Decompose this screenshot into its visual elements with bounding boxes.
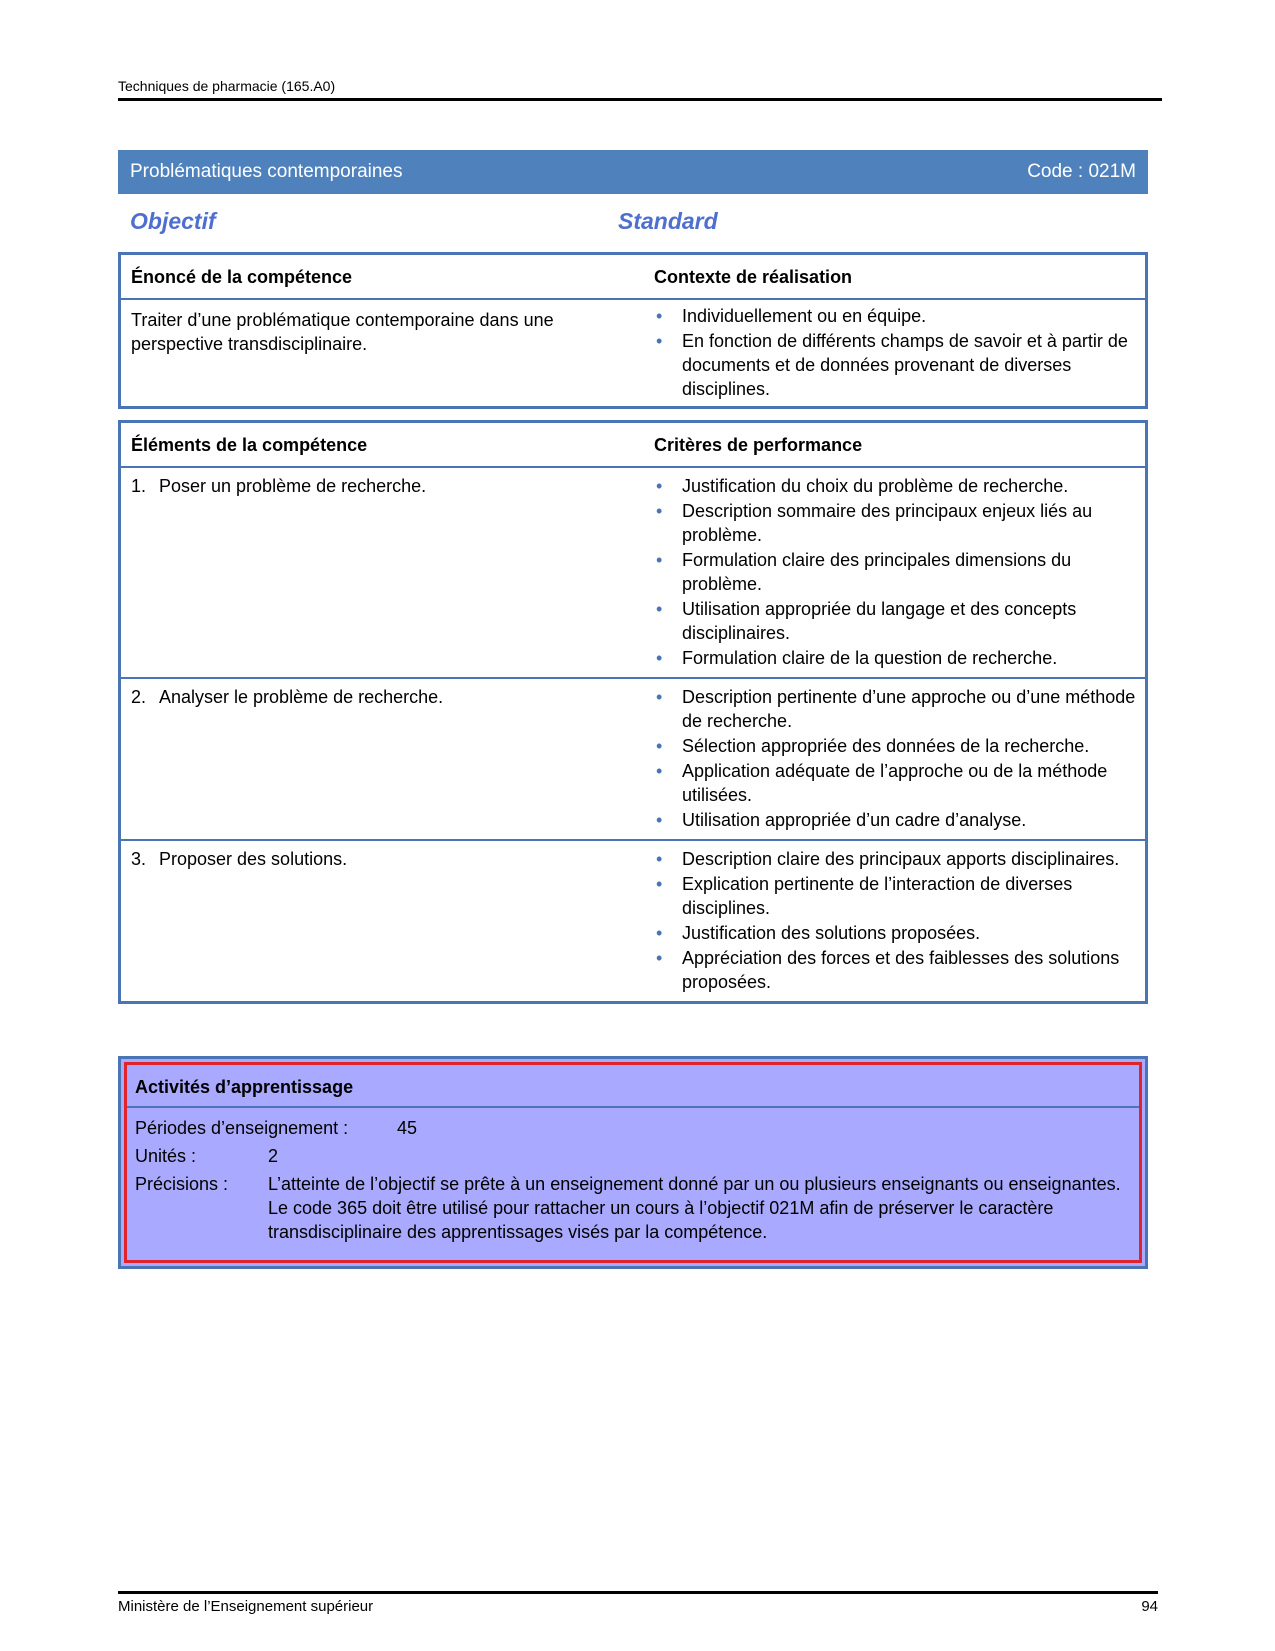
element-text: Analyser le problème de recherche. [159,687,444,707]
context-list [654,304,1137,401]
periods-value: 45 [397,1118,418,1138]
standard-heading: Standard [618,208,718,234]
elements-heading: Éléments de la compétence [120,422,645,468]
learning-activities-box [118,1056,1148,1269]
criteria-list [654,685,1137,832]
context-heading: Contexte de réalisation [644,254,1147,300]
list-item: • Formulation claire des principales dimensions du problème. [654,548,1137,596]
list-item: • Description pertinente d’une approche ou d’une méthode de recherche. [654,685,1137,733]
criteria-heading: Critères de performance [644,422,1147,468]
list-item: • Description claire des principaux apports disciplinaires. [654,847,1137,871]
activities-title: Activités d’apprentissage [127,1065,1139,1108]
competency-statement: Traiter d’une problématique contemporaine dans une perspective transdisciplinaire. [131,310,554,354]
list-item: • Sélection appropriée des données de la recherche. [654,734,1137,758]
page-number: 94 [1141,1598,1158,1615]
precisions-text [268,1172,1131,1244]
criteria-list [654,474,1137,670]
element-item [131,685,636,709]
precision-paragraph: L’atteinte de l’objectif se prête à un enseignement donné par un ou plusieurs enseignants ou enseignantes. [268,1174,1121,1194]
element-number: 1. [131,476,147,496]
element-item [131,847,636,871]
statement-row [120,299,1147,408]
list-item: • Utilisation appropriée du langage et des concepts disciplinaires. [654,597,1137,645]
running-header-title: Techniques de pharmacie (165.A0) [118,78,336,94]
elements-table-header [120,422,1147,468]
table-row [120,678,1147,840]
competency-title-bar [118,150,1148,194]
element-text: Poser un problème de recherche. [159,476,427,496]
units-value: 2 [268,1146,279,1166]
element-number: 2. [131,687,147,707]
precisions-label: Précisions : [135,1174,229,1194]
units-label: Unités : [135,1146,197,1166]
table-row [120,467,1147,678]
learning-activities-inner [124,1062,1142,1263]
statement-table-header [120,254,1147,300]
list-item: • Justification du choix du problème de recherche. [654,474,1137,498]
list-item: • Utilisation appropriée d’un cadre d’analyse. [654,808,1137,832]
statement-table [118,252,1148,409]
list-item: • Explication pertinente de l’interaction de diverses disciplines. [654,872,1137,920]
competency-title: Problématiques contemporaines [130,161,403,182]
footer-ministry: Ministère de l’Enseignement supérieur [118,1598,374,1615]
list-item: • Description sommaire des principaux enjeux liés au problème. [654,499,1137,547]
activities-body [127,1108,1139,1244]
precision-paragraph: Le code 365 doit être utilisé pour rattacher un cours à l’objectif 021M afin de préserver le caractère transdisciplinaire des apprentissages visés par la compétence. [268,1198,1054,1242]
precisions-row [135,1172,1131,1244]
page-footer [118,1591,1158,1615]
periods-row [135,1116,1131,1140]
list-item: • Application adéquate de l’approche ou de la méthode utilisées. [654,759,1137,807]
periods-label: Périodes d’enseignement : [135,1118,349,1138]
list-item: • Appréciation des forces et des faiblesses des solutions proposées. [654,946,1137,994]
element-item [131,474,636,498]
list-item: • En fonction de différents champs de savoir et à partir de documents et de données provenant de diverses disciplines. [654,329,1137,401]
units-row [135,1144,1131,1168]
objective-heading: Objectif [130,208,216,234]
competency-code: Code : 021M [1027,161,1136,182]
list-item: • Formulation claire de la question de recherche. [654,646,1137,670]
element-number: 3. [131,849,147,869]
list-item: • Justification des solutions proposées. [654,921,1137,945]
table-row [120,840,1147,1003]
running-header [118,78,1162,101]
criteria-list [654,847,1137,994]
statement-heading: Énoncé de la compétence [120,254,645,300]
list-item: • Individuellement ou en équipe. [654,304,1137,328]
element-text: Proposer des solutions. [159,849,348,869]
elements-table [118,420,1148,1004]
